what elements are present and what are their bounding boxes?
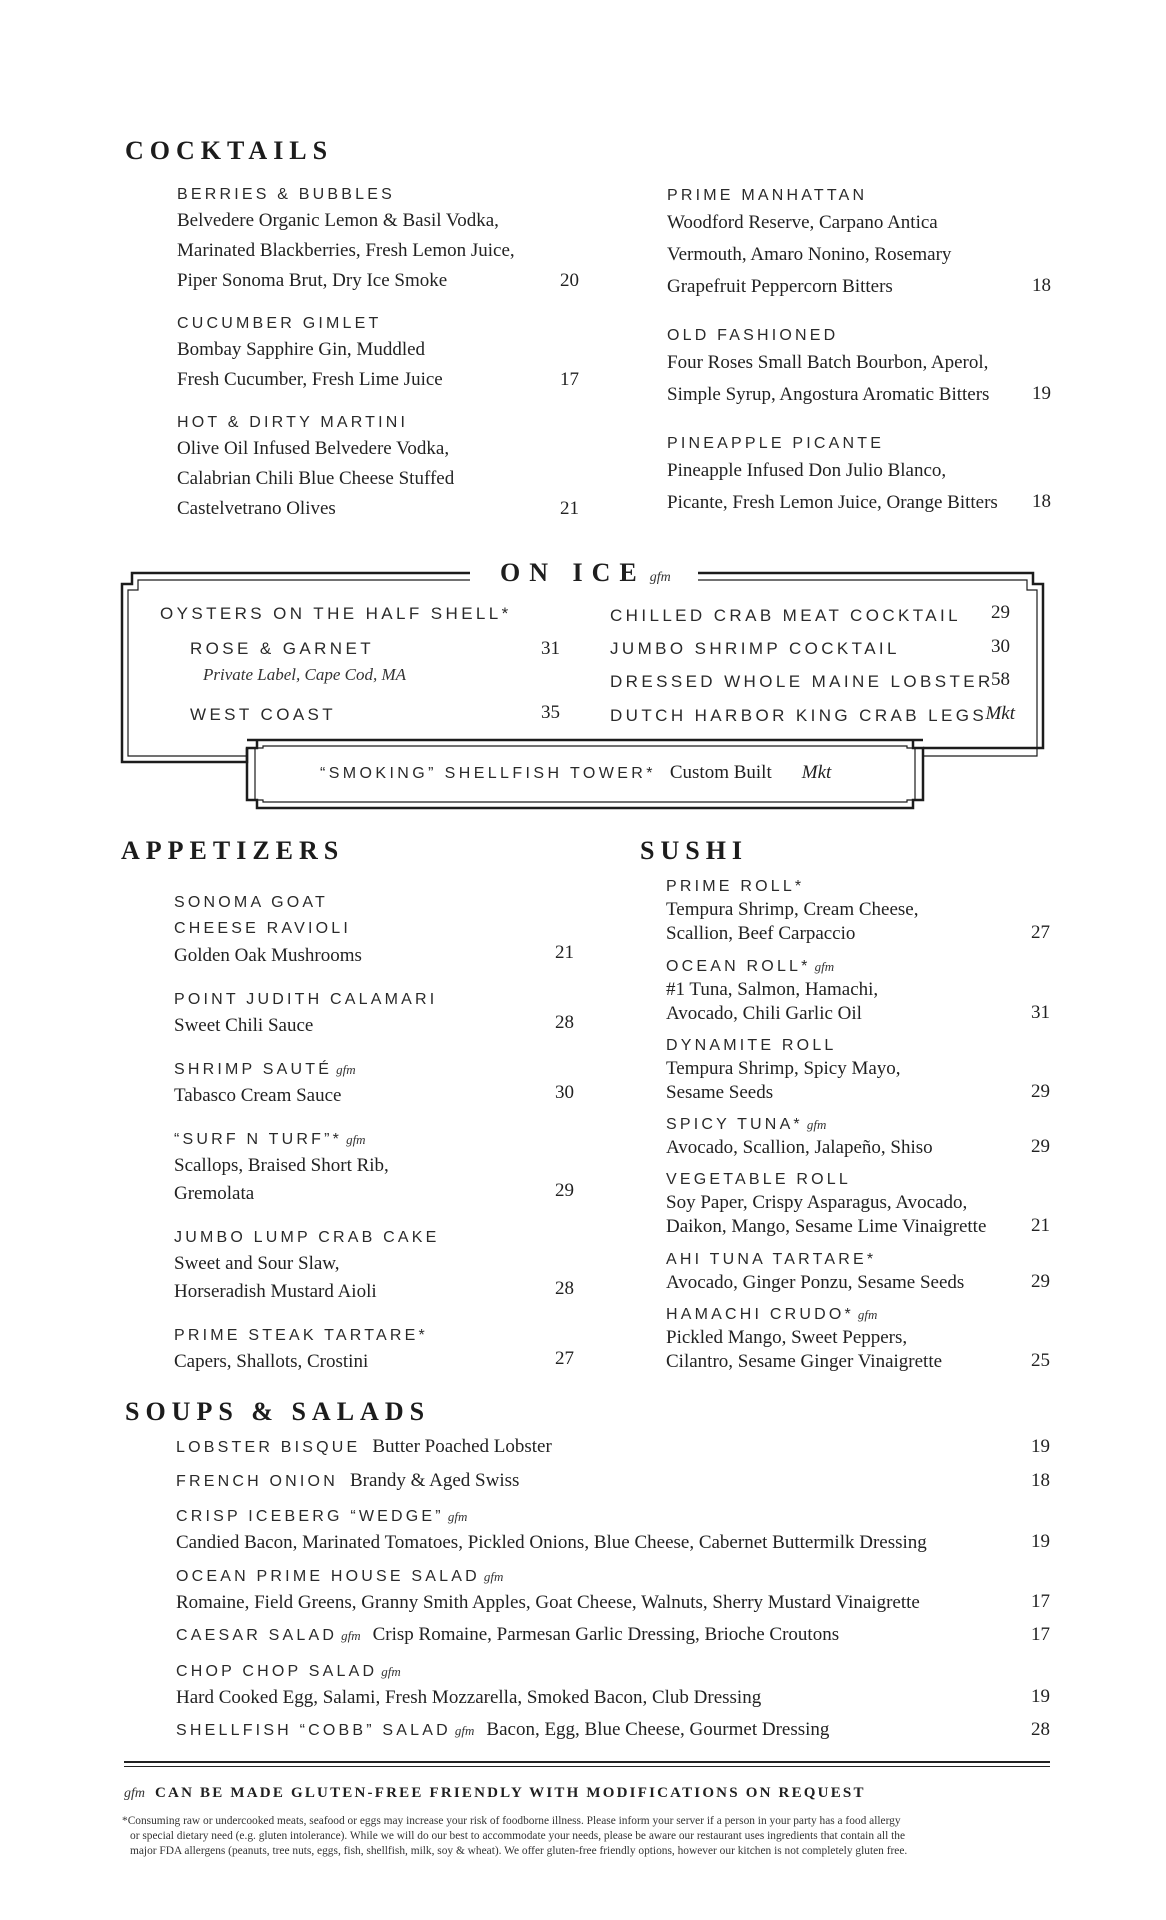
gfm-mark: gfm [649, 570, 671, 585]
appetizer-desc [174, 1152, 574, 1208]
soup-desc: Brandy & Aged Swiss [349, 1470, 520, 1491]
desc-line: Bombay Sapphire Gin, Muddled [177, 339, 426, 360]
soups-salads-title: SOUPS & SALADS [125, 1397, 431, 1426]
gfm-mark: gfm [381, 1664, 401, 1679]
appetizer-item [174, 890, 574, 970]
soup-item [176, 1624, 1050, 1646]
appetizer-price: 30 [555, 1082, 574, 1103]
sushi-desc [666, 898, 1050, 946]
appetizer-desc [174, 1250, 574, 1306]
sushi-name-text: SPICY TUNA* [666, 1116, 803, 1133]
desc-line: Pickled Mango, Sweet Peppers, [666, 1327, 908, 1348]
gfm-mark: gfm [346, 1132, 366, 1147]
cocktail-price: 20 [560, 270, 579, 291]
on-ice-title-text: ON ICE [500, 558, 646, 587]
desc-line: Vermouth, Amaro Nonino, Rosemary [667, 244, 952, 265]
desc-line: Soy Paper, Crispy Asparagus, Avocado, [666, 1192, 968, 1213]
desc-line: Four Roses Small Batch Bourbon, Aperol, [667, 352, 989, 373]
gfm-mark: gfm [814, 959, 835, 974]
tower-desc: Custom Built [669, 762, 772, 783]
desc-line: Woodford Reserve, Carpano Antica [667, 212, 938, 233]
shrimp-cocktail-name: JUMBO SHRIMP COCKTAIL [610, 639, 900, 658]
rose-garnet-price: 31 [541, 638, 560, 659]
soup-item [176, 1719, 1050, 1741]
sushi-item [666, 1249, 1050, 1295]
desc-line: Tempura Shrimp, Spicy Mayo, [666, 1058, 901, 1079]
soup-desc: Romaine, Field Greens, Granny Smith Apples, Goat Cheese, Walnuts, Sherry Mustard Vinaigrette [176, 1592, 920, 1613]
soup-item [176, 1565, 1050, 1617]
sushi-price: 29 [1031, 1271, 1050, 1292]
allergy-disclaimer [122, 1814, 1052, 1859]
gfm-mark: gfm [341, 1628, 361, 1643]
desc-line: Belvedere Organic Lemon & Basil Vodka, [177, 210, 499, 231]
cocktail-name: CUCUMBER GIMLET [177, 315, 382, 332]
shellfish-tower [320, 762, 831, 784]
desc-line: Fresh Cucumber, Fresh Lime Juice [177, 369, 443, 390]
appetizer-price: 27 [555, 1348, 574, 1369]
desc-line: Daikon, Mango, Sesame Lime Vinaigrette [666, 1216, 987, 1237]
appetizer-item [174, 1226, 574, 1306]
gfm-mark: gfm [336, 1062, 356, 1077]
king-crab-legs-price: Mkt [985, 703, 1015, 724]
on-ice-title [500, 558, 671, 588]
tower-name: “SMOKING” SHELLFISH TOWER* [320, 765, 656, 782]
sushi-desc [666, 1326, 1050, 1374]
sushi-item [666, 1035, 1050, 1105]
soup-price: 28 [1031, 1719, 1050, 1740]
soup-name: SHELLFISH “COBB” SALAD [176, 1722, 451, 1739]
appetizers-title: APPETIZERS [121, 836, 345, 865]
soup-item [176, 1436, 1050, 1458]
appetizer-name: CHEESE RAVIOLI [174, 920, 351, 937]
sushi-price: 29 [1031, 1081, 1050, 1102]
desc-line: Gremolata [174, 1183, 255, 1204]
west-coast-price: 35 [541, 702, 560, 723]
desc-line: Sesame Seeds [666, 1082, 774, 1103]
appetizer-name [174, 1128, 574, 1152]
on-ice-frame [0, 0, 1166, 820]
soup-price: 19 [1031, 1531, 1050, 1552]
sushi-name: AHI TUNA TARTARE* [666, 1251, 877, 1268]
sushi-item [666, 1304, 1050, 1374]
cocktail-price: 17 [560, 369, 579, 390]
appetizer-item [174, 1128, 574, 1208]
sushi-name [666, 1114, 1050, 1136]
sushi-price: 31 [1031, 1002, 1050, 1023]
west-coast-name: WEST COAST [190, 705, 337, 724]
crab-meat-cocktail-name: CHILLED CRAB MEAT COCKTAIL [610, 606, 962, 625]
desc-line: Grapefruit Peppercorn Bitters [667, 276, 893, 297]
soup-desc: Bacon, Egg, Blue Cheese, Gourmet Dressing [486, 1719, 830, 1740]
appetizer-name: SONOMA GOAT [174, 894, 329, 911]
desc-line: Marinated Blackberries, Fresh Lemon Juice, [177, 240, 515, 261]
appetizer-desc: Capers, Shallots, Crostini [174, 1351, 369, 1372]
sushi-price: 25 [1031, 1350, 1050, 1371]
gfm-mark: gfm [124, 1786, 145, 1801]
sushi-desc [666, 1057, 1050, 1105]
soup-name: LOBSTER BISQUE [176, 1439, 361, 1456]
appetizer-name: JUMBO LUMP CRAB CAKE [174, 1229, 440, 1246]
appetizer-name-text: SHRIMP SAUTÉ [174, 1061, 333, 1078]
desc-line: Pineapple Infused Don Julio Blanco, [667, 460, 947, 481]
desc-line: Avocado, Chili Garlic Oil [666, 1003, 862, 1024]
desc-line: Piper Sonoma Brut, Dry Ice Smoke [177, 270, 448, 291]
sushi-price: 21 [1031, 1215, 1050, 1236]
appetizer-name: POINT JUDITH CALAMARI [174, 991, 438, 1008]
soup-item [176, 1470, 1050, 1492]
desc-line: Scallion, Beef Carpaccio [666, 923, 856, 944]
gfm-mark: gfm [454, 1723, 475, 1738]
appetizer-name [174, 1058, 574, 1082]
maine-lobster-name: DRESSED WHOLE MAINE LOBSTER [610, 672, 994, 691]
appetizer-name-text: “SURF N TURF”* [174, 1131, 343, 1148]
soup-name: CAESAR SALAD [176, 1627, 338, 1644]
soup-desc: Candied Bacon, Marinated Tomatoes, Pickled Onions, Blue Cheese, Cabernet Buttermilk Dressing [176, 1532, 927, 1553]
soup-name [176, 1660, 1050, 1684]
appetizer-desc: Sweet Chili Sauce [174, 1015, 314, 1036]
soup-desc: Crisp Romaine, Parmesan Garlic Dressing, Brioche Croutons [372, 1624, 840, 1645]
soup-price: 17 [1031, 1624, 1050, 1645]
desc-line: Olive Oil Infused Belvedere Vodka, [177, 438, 450, 459]
desc-line: Sweet and Sour Slaw, [174, 1253, 340, 1274]
cocktail-name: HOT & DIRTY MARTINI [177, 414, 409, 431]
gluten-free-note [124, 1784, 866, 1802]
soup-name [176, 1565, 1050, 1589]
gfm-mark: gfm [483, 1569, 504, 1584]
cocktail-price: 18 [1032, 275, 1051, 296]
soup-item [176, 1660, 1050, 1712]
sushi-name [666, 956, 1050, 978]
sushi-desc [666, 978, 1050, 1026]
appetizer-name: PRIME STEAK TARTARE* [174, 1327, 428, 1344]
soup-item [176, 1505, 1050, 1557]
tower-price: Mkt [801, 762, 832, 783]
footer-rule [124, 1761, 1050, 1763]
sushi-item [666, 956, 1050, 1026]
crab-meat-cocktail-price: 29 [991, 602, 1010, 623]
appetizer-desc: Golden Oak Mushrooms [174, 945, 362, 966]
disclaimer-line: or special dietary need (e.g. gluten intolerance). While we will do our best to accommodate your needs, please be aware our restaurant uses ingredients that contain all the [130, 1830, 906, 1842]
soup-name: FRENCH ONION [176, 1473, 338, 1490]
sushi-item [666, 1114, 1050, 1160]
cocktail-name: OLD FASHIONED [667, 327, 839, 344]
cocktail-price: 19 [1032, 383, 1051, 404]
cocktail-name: PRIME MANHATTAN [667, 187, 868, 204]
soup-name-text: CRISP ICEBERG “WEDGE” [176, 1508, 444, 1525]
appetizer-desc: Tabasco Cream Sauce [174, 1085, 342, 1106]
appetizer-price: 28 [555, 1012, 574, 1033]
maine-lobster-price: 58 [991, 669, 1010, 690]
soup-name [176, 1505, 1050, 1529]
sushi-item [666, 1169, 1050, 1239]
sushi-desc: Avocado, Scallion, Jalapeño, Shiso [666, 1137, 933, 1158]
cocktail-name: BERRIES & BUBBLES [177, 186, 396, 203]
sushi-price: 27 [1031, 922, 1050, 943]
footer-rule-thin [124, 1766, 1050, 1767]
king-crab-legs-name: DUTCH HARBOR KING CRAB LEGS [610, 706, 988, 725]
desc-line: Simple Syrup, Angostura Aromatic Bitters [667, 384, 990, 405]
sushi-title: SUSHI [640, 836, 749, 865]
cocktails-title: COCKTAILS [125, 136, 334, 165]
gfm-mark: gfm [447, 1509, 468, 1524]
disclaimer-line: *Consuming raw or undercooked meats, seafood or eggs may increase your risk of foodborne illness. Please inform your server if a person in your party has a food allergy [122, 1815, 901, 1827]
desc-line: Scallops, Braised Short Rib, [174, 1155, 389, 1176]
desc-line: Calabrian Chili Blue Cheese Stuffed [177, 468, 455, 489]
soup-desc: Butter Poached Lobster [372, 1436, 552, 1457]
appetizer-item [174, 1058, 574, 1110]
soup-price: 17 [1031, 1591, 1050, 1612]
gluten-free-headline: CAN BE MADE GLUTEN-FREE FRIENDLY WITH MODIFICATIONS ON REQUEST [155, 1785, 866, 1801]
gfm-mark: gfm [857, 1307, 878, 1322]
soup-price: 19 [1031, 1436, 1050, 1457]
soup-price: 18 [1031, 1470, 1050, 1491]
soup-name-text: OCEAN PRIME HOUSE SALAD [176, 1568, 480, 1585]
sushi-name-text: HAMACHI CRUDO* [666, 1306, 854, 1323]
sushi-name: PRIME ROLL* [666, 878, 805, 895]
desc-line: #1 Tuna, Salmon, Hamachi, [666, 979, 879, 1000]
soup-name-text: CHOP CHOP SALAD [176, 1663, 378, 1680]
sushi-name-text: OCEAN ROLL* [666, 958, 811, 975]
oysters-heading: OYSTERS ON THE HALF SHELL* [160, 604, 512, 623]
desc-line: Castelvetrano Olives [177, 498, 336, 519]
rose-garnet-note: Private Label, Cape Cod, MA [203, 665, 407, 684]
disclaimer-line: major FDA allergens (peanuts, tree nuts, eggs, fish, shellfish, milk, soy & wheat). We offer gluten-free friendly options, however our kitchen is not completely gluten free. [130, 1845, 908, 1857]
rose-garnet-name: ROSE & GARNET [190, 639, 375, 658]
desc-line: Horseradish Mustard Aioli [174, 1281, 377, 1302]
sushi-desc [666, 1191, 1050, 1239]
appetizer-price: 28 [555, 1278, 574, 1299]
cocktail-name: PINEAPPLE PICANTE [667, 435, 885, 452]
sushi-name [666, 1304, 1050, 1326]
desc-line: Picante, Fresh Lemon Juice, Orange Bitters [667, 492, 998, 513]
sushi-name: DYNAMITE ROLL [666, 1037, 837, 1054]
appetizer-item [174, 988, 574, 1040]
appetizer-item [174, 1324, 574, 1376]
gfm-mark: gfm [806, 1117, 827, 1132]
desc-line: Cilantro, Sesame Ginger Vinaigrette [666, 1351, 943, 1372]
sushi-name: VEGETABLE ROLL [666, 1171, 852, 1188]
cocktail-price: 21 [560, 498, 579, 519]
sushi-item [666, 876, 1050, 946]
soup-desc: Hard Cooked Egg, Salami, Fresh Mozzarella, Smoked Bacon, Club Dressing [176, 1687, 762, 1708]
appetizer-price: 21 [555, 942, 574, 963]
desc-line: Tempura Shrimp, Cream Cheese, [666, 899, 919, 920]
sushi-price: 29 [1031, 1136, 1050, 1157]
shrimp-cocktail-price: 30 [991, 636, 1010, 657]
sushi-desc: Avocado, Ginger Ponzu, Sesame Seeds [666, 1272, 965, 1293]
cocktail-price: 18 [1032, 491, 1051, 512]
soup-price: 19 [1031, 1686, 1050, 1707]
appetizer-price: 29 [555, 1180, 574, 1201]
